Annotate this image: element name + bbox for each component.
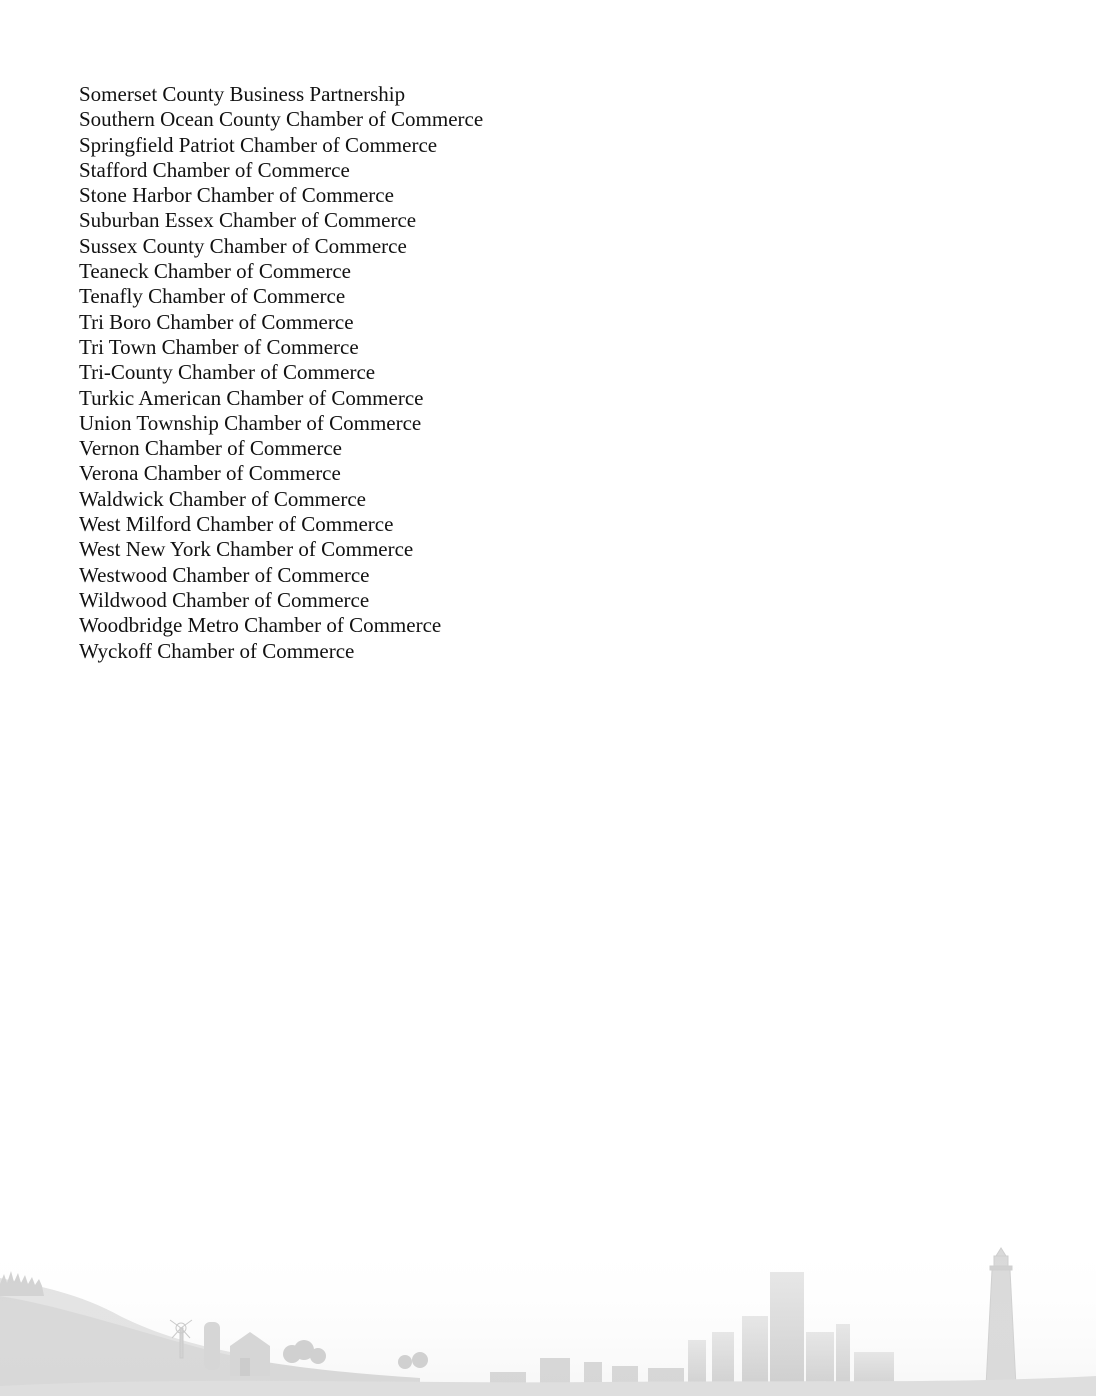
organization-list — [79, 82, 483, 664]
skyline-footer-illustration — [0, 1236, 1096, 1396]
list-item: Springfield Patriot Chamber of Commerce — [79, 132, 438, 157]
list-item: Waldwick Chamber of Commerce — [79, 486, 366, 511]
list-item: Southern Ocean County Chamber of Commerce — [79, 107, 484, 132]
list-item: Sussex County Chamber of Commerce — [79, 233, 407, 258]
list-item: West Milford Chamber of Commerce — [79, 512, 394, 537]
list-item: Tenafly Chamber of Commerce — [79, 284, 346, 309]
list-item: Suburban Essex Chamber of Commerce — [79, 208, 417, 233]
list-item: Westwood Chamber of Commerce — [79, 562, 370, 587]
list-item: Teaneck Chamber of Commerce — [79, 259, 351, 284]
list-item: Wildwood Chamber of Commerce — [79, 587, 370, 612]
list-item: Tri Town Chamber of Commerce — [79, 334, 359, 359]
list-item: Stone Harbor Chamber of Commerce — [79, 183, 394, 208]
list-item: Verona Chamber of Commerce — [79, 461, 341, 486]
list-item: Union Township Chamber of Commerce — [79, 410, 422, 435]
list-item: Tri-County Chamber of Commerce — [79, 360, 376, 385]
list-item: West New York Chamber of Commerce — [79, 537, 414, 562]
list-item: Woodbridge Metro Chamber of Commerce — [79, 613, 442, 638]
list-item: Vernon Chamber of Commerce — [79, 436, 343, 461]
list-item: Stafford Chamber of Commerce — [79, 157, 350, 182]
list-item: Turkic American Chamber of Commerce — [79, 385, 424, 410]
list-item: Somerset County Business Partnership — [79, 82, 406, 106]
list-item: Tri Boro Chamber of Commerce — [79, 309, 354, 334]
list-item: Wyckoff Chamber of Commerce — [79, 638, 355, 663]
